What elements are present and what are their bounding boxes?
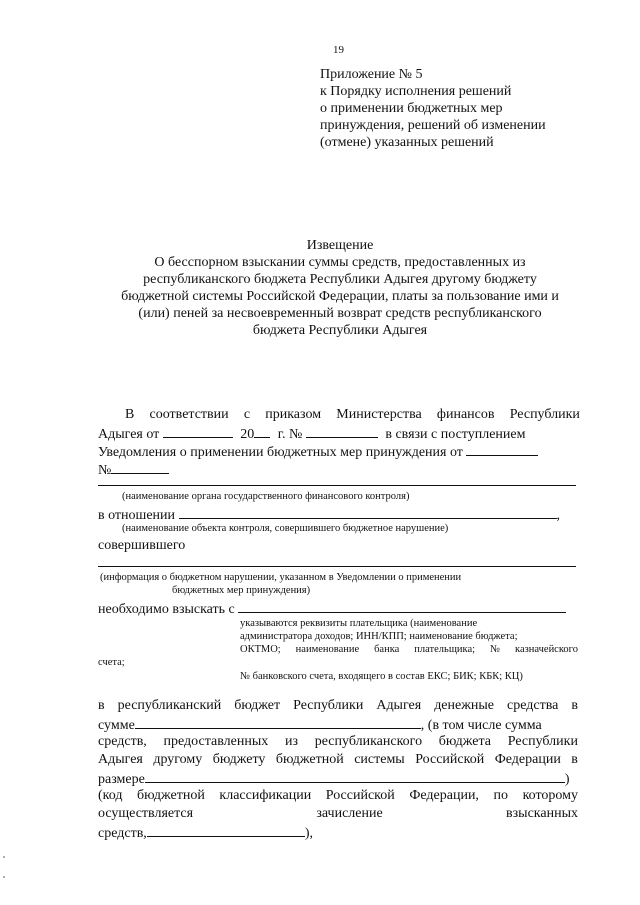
caption-violation: бюджетных мер принуждения) [172,585,311,596]
notification-line: Уведомления о применении бюджетных мер принуждения от [98,443,538,461]
paragraph-line: в республиканский бюджет Республики Адыгея денежные средства в [98,698,578,713]
appendix-line: (отмене) указанных решений [320,135,494,150]
caption-object: (наименование объекта контроля, совершившего бюджетное нарушение) [122,523,449,534]
paragraph-line: (код бюджетной классификации Российской Федерации, по которому [98,788,578,803]
paragraph-line: средств, предоставленных из республиканского бюджета Республики [98,734,578,749]
amount-blank [135,716,421,729]
caption-organ: (наименование органа государственного финансового контроля) [122,491,410,502]
amount-line: сумме , (в том числе сумма [98,718,542,733]
payer-note: указываются реквизиты плательщика (наименование [240,618,478,629]
payer-note: администратора доходов; ИНН/КПП; наименование бюджета; [240,631,518,642]
caption-violation: (информация о бюджетном нарушении, указанном в Уведомлении о применении [100,572,462,583]
order-date-blank [163,425,233,438]
title-line: бюджета Республики Адыгея [252,323,428,338]
notification-number-line: № [98,461,169,479]
appendix-line: Приложение № 5 [320,67,423,82]
title-line: О бесспорном взыскании суммы средств, предоставленных из [154,255,526,270]
violation-blank-line [98,566,576,567]
recovered-funds-line: средств, ), [98,826,313,841]
appendix-line: к Порядку исполнения решений [320,84,512,99]
size-blank [145,770,565,783]
title-line: бюджетной системы Российской Федерации, платы за пользование ими и [121,289,559,304]
size-line: размере ) [98,772,570,787]
order-date-line: Адыгея от 20 г. № в связи с поступлением [98,427,526,442]
appendix-line: о применении бюджетных мер [320,101,503,116]
notification-number-blank [111,461,169,474]
recover-line: необходимо взыскать с [98,600,566,618]
appendix-line: принуждения, решений об изменении [320,118,546,133]
regarding-line: в отношении , [98,508,561,523]
page-number: 19 [333,44,344,56]
title-heading: Извещение [306,238,374,253]
organ-blank-line [98,485,576,486]
recovered-funds-blank [147,824,305,837]
title-line: (или) пеней за несвоевременный возврат средств республиканского [138,306,542,321]
committed-label: совершившего [98,538,186,553]
payer-note: № банковского счета, входящего в состав ЕКС; БИК; КБК; КЦ) [240,671,523,682]
payer-note: счета; [98,657,125,668]
paragraph-line: Адыгея другому бюджету бюджетной системы Российской Федерации в [98,752,578,767]
notification-date-blank [466,443,538,456]
payer-blank [238,600,566,613]
order-year-blank [254,425,270,438]
title-line: республиканского бюджета Республики Адыгея другому бюджету [143,272,537,287]
scan-mark [3,856,5,858]
scan-mark [3,876,5,878]
regarding-blank [179,506,557,519]
payer-note: ОКТМО; наименование банка плательщика; № казначейского [240,644,578,655]
paragraph-line: осуществляется зачисление взысканных [98,806,578,821]
paragraph-line: В соответствии с приказом Министерства финансов Республики [125,407,580,422]
order-number-blank [306,425,378,438]
